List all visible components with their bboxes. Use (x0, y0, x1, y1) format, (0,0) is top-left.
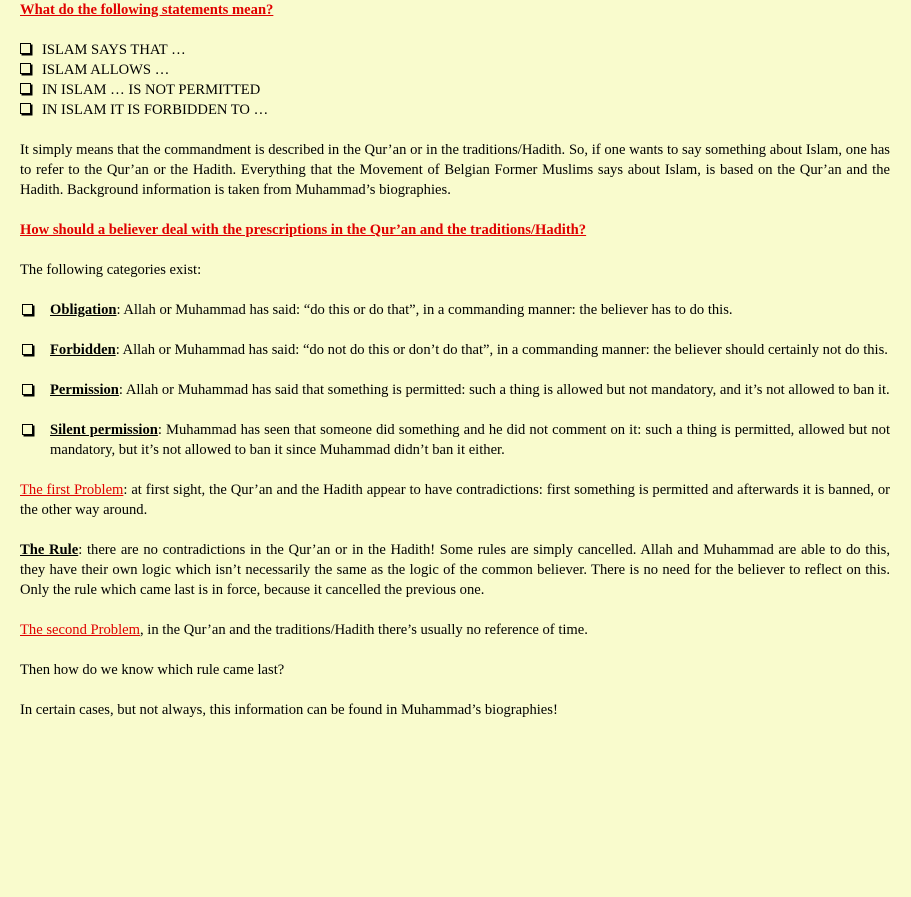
rule-paragraph (20, 540, 890, 600)
checkbox-icon (22, 384, 33, 395)
categories-intro: The following categories exist: (20, 262, 202, 278)
checkbox-icon (20, 63, 31, 74)
category-text: : Allah or Muhammad has said: “do this or do that”, in a commanding manner: the believer has to do this. (116, 302, 733, 318)
checkbox-icon (22, 344, 33, 355)
statement-text: IN ISLAM … IS NOT PERMITTED (42, 82, 261, 98)
first-problem-paragraph (20, 480, 890, 520)
statement-text: ISLAM SAYS THAT … (42, 42, 186, 58)
explanation-paragraph: It simply means that the commandment is described in the Qur’an or in the traditions/Hadith. So, if one wants to say something about Islam, one has to refer to the Qur’an or the Hadith. Everything that the Movement of Belgian Former Muslims says about Islam, is based on the Qur’an and the Hadith. Background information is taken from Muhammad’s biographies. (20, 142, 890, 198)
heading-believer-text: How should a believer deal with the prescriptions in the Qur’an and the traditions/Hadith? (20, 222, 587, 238)
rule-label: The Rule (20, 542, 79, 558)
checkbox-icon (20, 103, 31, 114)
statements-list (20, 40, 890, 120)
second-problem-paragraph (20, 620, 890, 640)
category-term: Obligation (50, 302, 117, 318)
first-problem-text: : at first sight, the Qur’an and the Hadith appear to have contradictions: first something is permitted and afterwards it is banned, or the other way around. (20, 482, 891, 518)
list-item (20, 100, 890, 120)
second-problem-label: The second Problem (20, 622, 140, 638)
list-item (20, 60, 890, 80)
category-silent-permission (20, 420, 890, 460)
first-problem-label: The first Problem (20, 482, 124, 498)
list-item (20, 80, 890, 100)
category-term: Silent permission (50, 422, 158, 438)
statement-text: ISLAM ALLOWS … (42, 62, 170, 78)
category-permission (20, 380, 890, 400)
checkbox-icon (20, 43, 31, 54)
heading-statements (20, 0, 890, 20)
category-text: : Allah or Muhammad has said: “do not do this or don’t do that”, in a commanding manner: the believer should certainly not do this. (115, 342, 888, 358)
category-text: : Allah or Muhammad has said that something is permitted: such a thing is allowed but not mandatory, and it’s not allowed to ban it. (118, 382, 890, 398)
second-problem-text: , in the Qur’an and the traditions/Hadith there’s usually no reference of time. (139, 622, 588, 638)
category-term: Permission (50, 382, 119, 398)
checkbox-icon (22, 304, 33, 315)
heading-believer (20, 220, 890, 240)
statement-text: IN ISLAM IT IS FORBIDDEN TO … (42, 102, 269, 118)
question-line: Then how do we know which rule came last? (20, 662, 285, 678)
checkbox-icon (22, 424, 33, 435)
category-term: Forbidden (50, 342, 116, 358)
category-obligation (20, 300, 890, 320)
checkbox-icon (20, 83, 31, 94)
list-item (20, 40, 890, 60)
category-text: : Muhammad has seen that someone did something and he did not comment on it: such a thing is permitted, allowed but not mandatory, but it’s not allowed to ban it since Muhammad didn’t ban it either. (50, 422, 890, 458)
heading-statements-text: What do the following statements mean? (20, 2, 274, 18)
answer-line: In certain cases, but not always, this information can be found in Muhammad’s biographies! (20, 702, 558, 718)
category-forbidden (20, 340, 890, 360)
rule-text: : there are no contradictions in the Qur’an or in the Hadith! Some rules are simply cancelled. Allah and Muhammad are able to do this, they have their own logic which isn’t necessarily the same as the logic of the common believer. There is no need for the believer to reflect on this. Only the rule which came last is in force, because it cancelled the previous one. (20, 542, 890, 598)
